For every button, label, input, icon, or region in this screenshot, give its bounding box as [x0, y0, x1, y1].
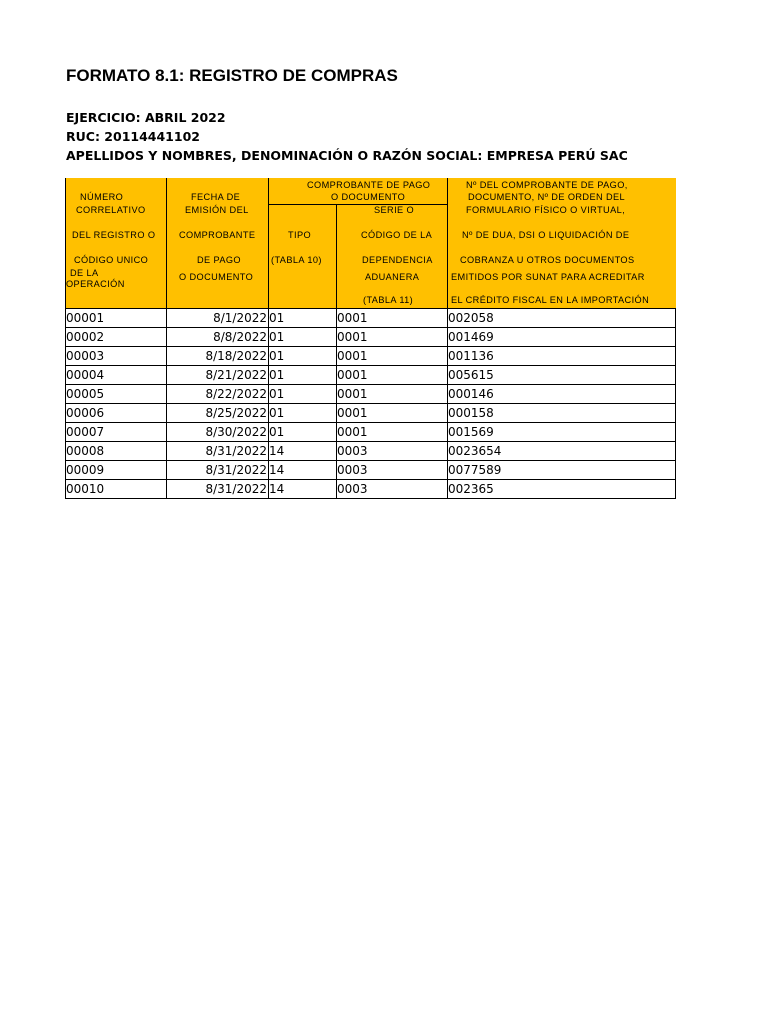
cell-fecha: 8/31/2022	[167, 461, 269, 480]
header-line: DEL REGISTRO O	[72, 230, 156, 240]
header-line: EMITIDOS POR SUNAT PARA ACREDITAR	[451, 272, 645, 282]
header-numero-correlativo	[66, 178, 167, 309]
registro-compras-table	[65, 178, 676, 499]
cell-fecha: 8/25/2022	[167, 404, 269, 423]
cell-comprobante: 001469	[448, 328, 676, 347]
header-line: Nº DE DUA, DSI O LIQUIDACIÓN DE	[462, 230, 630, 240]
cell-comprobante: 002365	[448, 480, 676, 499]
cell-tipo: 01	[269, 309, 337, 328]
table-row	[66, 366, 676, 385]
table-row	[66, 461, 676, 480]
header-line: CÓDIGO UNICO	[74, 255, 149, 265]
cell-serie: 0001	[337, 385, 448, 404]
cell-fecha: 8/8/2022	[167, 328, 269, 347]
header-line: DE PAGO	[197, 255, 241, 265]
cell-comprobante: 0077589	[448, 461, 676, 480]
cell-numero: 00005	[66, 385, 167, 404]
header-line: COBRANZA U OTROS DOCUMENTOS	[460, 255, 635, 265]
cell-tipo: 01	[269, 423, 337, 442]
cell-serie: 0003	[337, 461, 448, 480]
header-line: ADUANERA	[365, 272, 420, 282]
table-row	[66, 480, 676, 499]
cell-comprobante: 000158	[448, 404, 676, 423]
header-serie: SERIE O	[374, 205, 415, 215]
cell-fecha: 8/30/2022	[167, 423, 269, 442]
cell-tipo: 01	[269, 404, 337, 423]
cell-numero: 00004	[66, 366, 167, 385]
cell-serie: 0001	[337, 347, 448, 366]
header-line: CÓDIGO DE LA	[361, 230, 433, 240]
header-line: OPERACIÓN	[66, 279, 125, 289]
cell-fecha: 8/21/2022	[167, 366, 269, 385]
cell-serie: 0003	[337, 442, 448, 461]
cell-numero: 00010	[66, 480, 167, 499]
cell-comprobante: 001136	[448, 347, 676, 366]
header-fecha-emision	[167, 178, 269, 309]
cell-numero: 00006	[66, 404, 167, 423]
header-line: COMPROBANTE	[179, 230, 256, 240]
header-line: EMISIÓN DEL	[185, 205, 249, 215]
cell-serie: 0001	[337, 328, 448, 347]
header-line: NÚMERO	[80, 192, 124, 202]
header-line: FORMULARIO FÍSICO O VIRTUAL,	[466, 205, 626, 215]
cell-fecha: 8/1/2022	[167, 309, 269, 328]
cell-tipo: 01	[269, 328, 337, 347]
cell-fecha: 8/31/2022	[167, 480, 269, 499]
cell-fecha: 8/18/2022	[167, 347, 269, 366]
ruc-line: RUC: 20114441102	[66, 129, 200, 144]
header-line: DOCUMENTO, Nº DE ORDEN DEL	[468, 192, 626, 202]
table-row	[66, 404, 676, 423]
cell-numero: 00009	[66, 461, 167, 480]
cell-numero: 00007	[66, 423, 167, 442]
header-tipo: TIPO	[288, 230, 312, 240]
razon-social-line: APELLIDOS Y NOMBRES, DENOMINACIÓN O RAZÓN SOCIAL: EMPRESA PERÚ SAC	[66, 148, 628, 163]
header-line: DEPENDENCIA	[362, 255, 433, 265]
cell-tipo: 01	[269, 366, 337, 385]
cell-numero: 00003	[66, 347, 167, 366]
cell-serie: 0001	[337, 404, 448, 423]
cell-numero: 00002	[66, 328, 167, 347]
cell-numero: 00001	[66, 309, 167, 328]
cell-serie: 0001	[337, 366, 448, 385]
cell-fecha: 8/31/2022	[167, 442, 269, 461]
table-row	[66, 442, 676, 461]
cell-tipo: 14	[269, 442, 337, 461]
header-line: (TABLA 10)	[271, 255, 322, 265]
header-line: FECHA DE	[191, 192, 241, 202]
table-row	[66, 347, 676, 366]
cell-comprobante: 005615	[448, 366, 676, 385]
header-line: EL CRÉDITO FISCAL EN LA IMPORTACIÓN	[451, 295, 650, 305]
header-line: CORRELATIVO	[76, 205, 146, 215]
cell-numero: 00008	[66, 442, 167, 461]
cell-fecha: 8/22/2022	[167, 385, 269, 404]
header-line: DE LA	[70, 268, 99, 278]
cell-tipo: 14	[269, 461, 337, 480]
cell-serie: 0001	[337, 309, 448, 328]
ejercicio-line: EJERCICIO: ABRIL 2022	[66, 110, 226, 125]
cell-tipo: 01	[269, 347, 337, 366]
page-title: FORMATO 8.1: REGISTRO DE COMPRAS	[66, 66, 398, 85]
header-line: (TABLA 11)	[363, 295, 414, 305]
header-numero-comprobante	[448, 178, 676, 309]
header-line: Nº DEL COMPROBANTE DE PAGO,	[466, 180, 628, 190]
header-comprobante-group	[269, 178, 448, 309]
cell-comprobante: 000146	[448, 385, 676, 404]
cell-tipo: 01	[269, 385, 337, 404]
header-line: COMPROBANTE DE PAGO	[307, 180, 431, 190]
table-row	[66, 385, 676, 404]
cell-comprobante: 0023654	[448, 442, 676, 461]
table-row	[66, 423, 676, 442]
header-line: O DOCUMENTO	[179, 272, 254, 282]
cell-tipo: 14	[269, 480, 337, 499]
cell-comprobante: 001569	[448, 423, 676, 442]
table-body	[66, 309, 676, 499]
header-line: O DOCUMENTO	[331, 192, 406, 202]
cell-serie: 0001	[337, 423, 448, 442]
table-row	[66, 328, 676, 347]
table-row	[66, 309, 676, 328]
cell-serie: 0003	[337, 480, 448, 499]
cell-comprobante: 002058	[448, 309, 676, 328]
